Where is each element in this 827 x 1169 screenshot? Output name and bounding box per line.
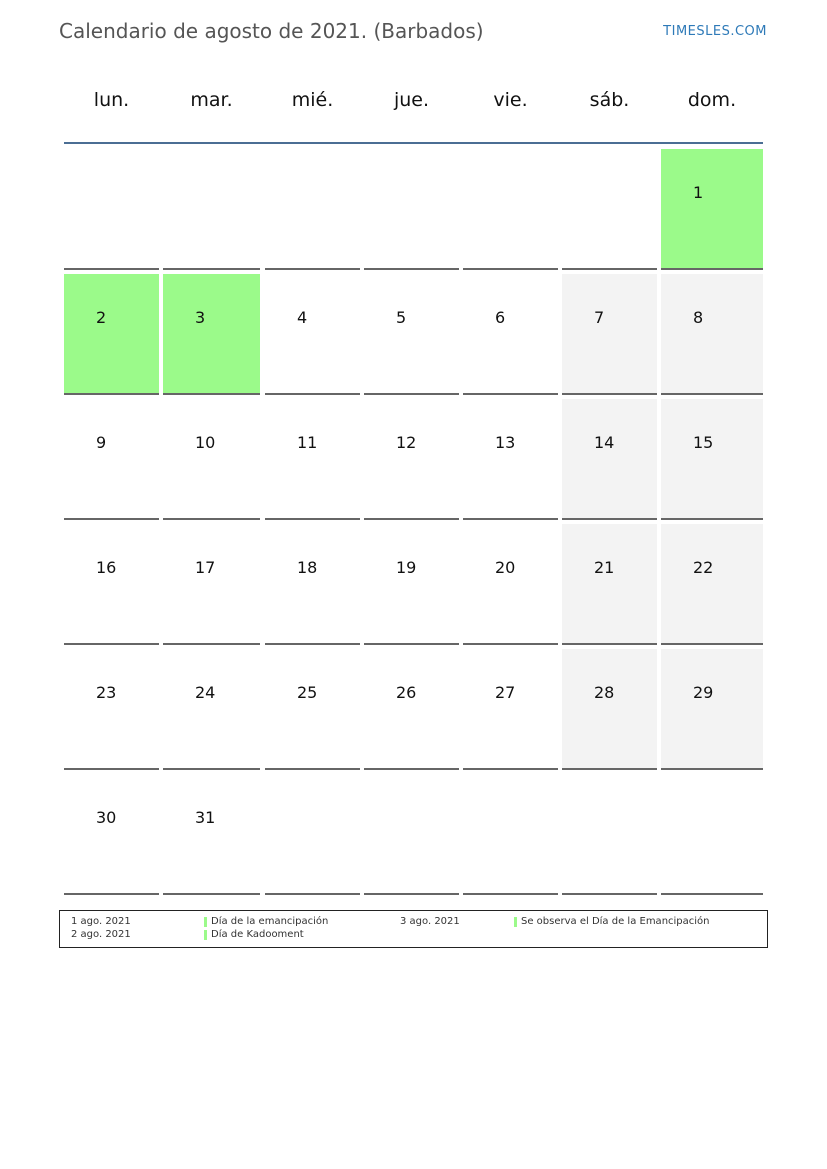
empty-day-cell <box>562 149 657 270</box>
weekday-label: mié. <box>291 89 334 111</box>
day-number: 1 <box>693 183 704 202</box>
empty-day-cell <box>463 774 558 895</box>
empty-day-cell <box>64 149 159 270</box>
weekday-label: mar. <box>190 89 233 111</box>
holiday-legend <box>59 910 768 948</box>
day-number: 27 <box>495 683 516 702</box>
day-number: 20 <box>495 558 516 577</box>
day-cell[interactable] <box>364 649 459 770</box>
empty-day-cell <box>661 774 763 895</box>
day-cell[interactable] <box>64 649 159 770</box>
day-cell[interactable] <box>562 399 657 520</box>
day-number: 17 <box>195 558 216 577</box>
empty-day-cell <box>463 149 558 270</box>
day-number: 24 <box>195 683 216 702</box>
day-number: 26 <box>396 683 417 702</box>
legend-date: 3 ago. 2021 <box>400 916 460 927</box>
brand-link[interactable]: TIMESLES.COM <box>663 24 767 39</box>
header-divider <box>64 142 763 144</box>
day-cell[interactable] <box>562 649 657 770</box>
day-cell[interactable] <box>562 274 657 395</box>
legend-holiday-label: Día de Kadooment <box>211 929 304 940</box>
day-cell[interactable] <box>661 399 763 520</box>
legend-date: 2 ago. 2021 <box>71 929 131 940</box>
day-number: 19 <box>396 558 417 577</box>
legend-holiday-label: Se observa el Día de la Emancipación <box>521 916 710 927</box>
day-cell[interactable] <box>661 149 763 270</box>
weekday-label: dom. <box>687 89 737 111</box>
day-number: 4 <box>297 308 308 327</box>
weekday-header <box>64 89 763 119</box>
day-number: 16 <box>96 558 117 577</box>
day-cell[interactable] <box>163 274 260 395</box>
weekday-label: jue. <box>393 89 430 111</box>
day-number: 8 <box>693 308 704 327</box>
legend-holiday-label: Día de la emancipación <box>211 916 329 927</box>
day-number: 25 <box>297 683 318 702</box>
day-cell[interactable] <box>463 399 558 520</box>
day-cell[interactable] <box>64 774 159 895</box>
day-cell[interactable] <box>64 399 159 520</box>
day-number: 31 <box>195 808 216 827</box>
weekday-label: vie. <box>493 89 528 111</box>
day-cell[interactable] <box>265 524 360 645</box>
empty-day-cell <box>364 774 459 895</box>
empty-day-cell <box>364 149 459 270</box>
holiday-color-marker <box>204 930 207 940</box>
day-number: 7 <box>594 308 605 327</box>
day-cell[interactable] <box>163 524 260 645</box>
legend-date: 1 ago. 2021 <box>71 916 131 927</box>
day-number: 6 <box>495 308 506 327</box>
day-cell[interactable] <box>463 274 558 395</box>
day-cell[interactable] <box>163 649 260 770</box>
legend-holiday-name <box>514 916 710 927</box>
day-cell[interactable] <box>163 399 260 520</box>
day-number: 11 <box>297 433 318 452</box>
day-cell[interactable] <box>64 274 159 395</box>
day-cell[interactable] <box>661 524 763 645</box>
day-number: 22 <box>693 558 714 577</box>
empty-day-cell <box>265 149 360 270</box>
day-cell[interactable] <box>364 399 459 520</box>
weekday-label: lun. <box>93 89 130 111</box>
legend-holiday-name <box>204 916 328 927</box>
day-number: 14 <box>594 433 615 452</box>
day-cell[interactable] <box>364 274 459 395</box>
day-number: 5 <box>396 308 407 327</box>
day-number: 30 <box>96 808 117 827</box>
day-number: 2 <box>96 308 107 327</box>
day-number: 21 <box>594 558 615 577</box>
page-title: Calendario de agosto de 2021. (Barbados) <box>59 19 484 43</box>
holiday-color-marker <box>514 917 517 927</box>
legend-holiday-name <box>204 929 304 940</box>
day-cell[interactable] <box>463 649 558 770</box>
day-number: 18 <box>297 558 318 577</box>
day-cell[interactable] <box>163 774 260 895</box>
day-number: 3 <box>195 308 206 327</box>
empty-day-cell <box>265 774 360 895</box>
day-number: 28 <box>594 683 615 702</box>
day-cell[interactable] <box>562 524 657 645</box>
day-number: 15 <box>693 433 714 452</box>
day-cell[interactable] <box>661 649 763 770</box>
day-number: 13 <box>495 433 516 452</box>
day-cell[interactable] <box>463 524 558 645</box>
day-number: 10 <box>195 433 216 452</box>
day-cell[interactable] <box>265 399 360 520</box>
holiday-color-marker <box>204 917 207 927</box>
day-cell[interactable] <box>265 649 360 770</box>
day-number: 23 <box>96 683 117 702</box>
day-number: 12 <box>396 433 417 452</box>
day-cell[interactable] <box>265 274 360 395</box>
empty-day-cell <box>163 149 260 270</box>
empty-day-cell <box>562 774 657 895</box>
day-cell[interactable] <box>661 274 763 395</box>
day-number: 9 <box>96 433 107 452</box>
calendar-grid <box>64 149 763 895</box>
day-cell[interactable] <box>364 524 459 645</box>
day-number: 29 <box>693 683 714 702</box>
weekday-label: sáb. <box>589 89 630 111</box>
day-cell[interactable] <box>64 524 159 645</box>
